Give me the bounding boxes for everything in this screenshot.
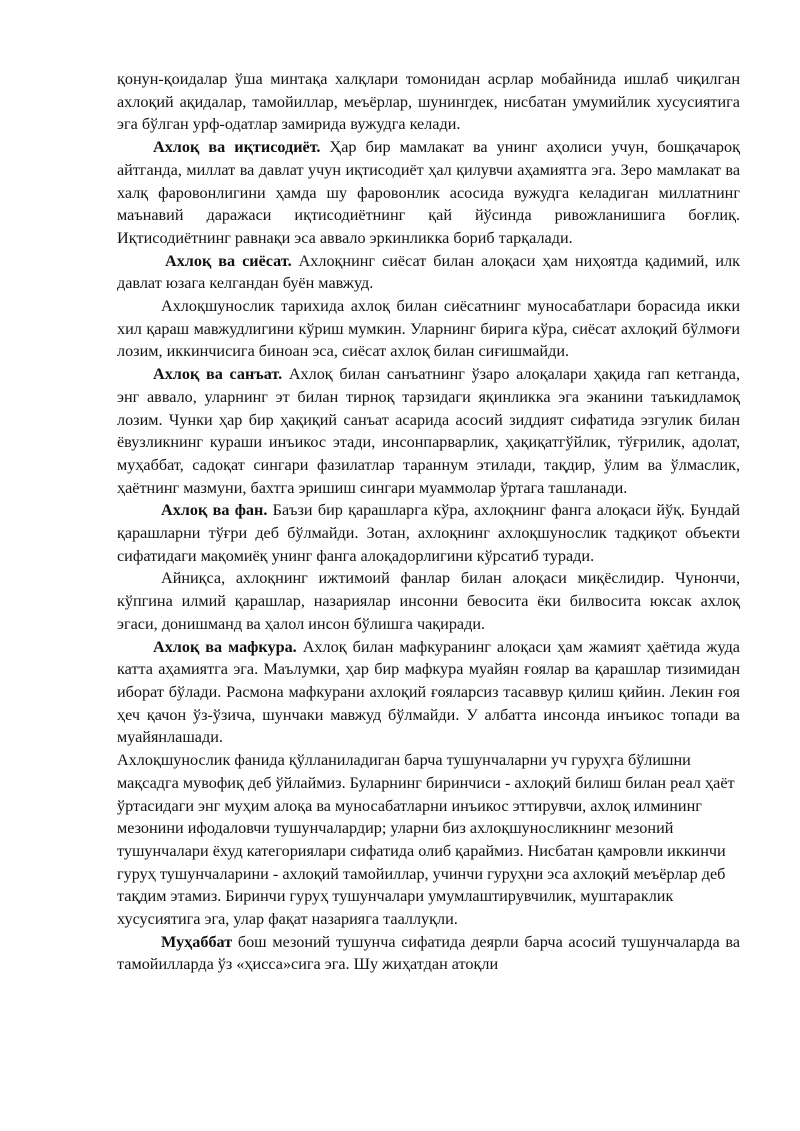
paragraph-text: бош мезоний тушунча сифатида деярли барча асосий тушунчаларда ва тамойилларда ўз «ҳисса»сига эга. Шу жиҳатдан атоқли [117, 932, 740, 974]
paragraph [117, 136, 740, 250]
paragraph-text: Айниқса, ахлоқнинг ижтимоий фанлар билан алоқаси миқёслидир. Чунончи, кўпгина илмий қарашлар, назариялар инсонни бевосита ёки билвосита юксак ахлоқ эгаси, донишманд ва ҳалол инсон бўлишга чақиради. [117, 569, 740, 633]
paragraph-text: Ахлоқшунослик фанида қўлланиладиган барча тушунчаларни уч гуруҳга бўлишни мақсадга мувофиқ деб ўйлаймиз. Буларнинг биринчиси - ахлоқий билиш билан реал ҳаёт ўртасидаги энг муҳим алоқа ва муносабатларни инъикос эттирувчи, ахлоқ илмининг мезонини ифодаловчи тушунчалардир; уларни биз ахлоқшуносликнинг мезоний тушунчалари ёхуд категориялари сифатида олиб қараймиз. Нисбатан қамровли иккинчи гуруҳ тушунчаларини - ахлоқий тамойиллар, учинчи гуруҳни эса ахлоқий меъёрлар деб тақдим этамиз. Биринчи гуруҳ тушунчалари умумлаштирувчилик, муштараклик хусусиятига эга, улар фақат назарияга тааллуқли. [117, 751, 735, 929]
paragraph [117, 499, 740, 567]
paragraph [117, 931, 740, 976]
paragraph [117, 636, 740, 750]
paragraph-text: Ҳар бир мамлакат ва унинг аҳолиси учун, бошқачароқ айтганда, миллат ва давлат учун иқтисодиёт ҳал қилувчи аҳамиятга эга. Зеро мамлакат ва халқ фаровонлигини ҳамда шу фаровонлик асосида вужудга келадиган миллатнинг маънавий даражаси иқтисодиётнинг қай йўсинда ривожланишига боғлиқ. Иқтисодиётнинг равнақи эса аввало эркинликка бориб тарқалади. [117, 138, 740, 247]
section-heading-love: Муҳаббат [161, 932, 233, 951]
section-heading-politics: Ахлоқ ва сиёсат. [165, 251, 292, 270]
section-heading-economy: Ахлоқ ва иқтисодиёт. [153, 138, 321, 157]
paragraph [117, 295, 740, 363]
section-heading-art: Ахлоқ ва санъат. [153, 365, 283, 384]
paragraph-text: Ахлоқ билан мафкуранинг алоқаси ҳам жамият ҳаётида жуда катта аҳамиятга эга. Маълумки, ҳар бир мафкура муайян ғоялар ва қарашлар тизимидан иборат бўлади. Расмона мафкурани ахлоқий ғояларсиз тасаввур қилиш қийин. Лекин ғоя ҳеч қачон ўз-ўзича, шунчаки мавжуд бўлмайди. У албатта инсонда инъикос топади ва муайянлашади. [117, 637, 740, 747]
paragraph [117, 250, 740, 295]
paragraph-text: Ахлоқ билан санъатнинг ўзаро алоқалари ҳақида гап кетганда, энг аввало, уларнинг эт билан тирноқ тарзидаги яқинликка эга эканини таъкидламоқ лозим. Чунки ҳар бир ҳақиқий санъат асарида асосий зиддият сифатида эзгулик билан ёвузликнинг кураши инъикос этади, инсонпарварлик, ҳақиқатгўйлик, тўғрилик, адолат, муҳаббат, садоқат сингари фазилатлар тараннум этилади, тақдир, ўлим ва ўлмаслик, ҳаётнинг мазмуни, бахтга эришиш сингари муаммолар ўртага ташланади. [117, 365, 740, 497]
paragraph-text: Ахлоқшунослик тарихида ахлоқ билан сиёсатнинг муносабатлари борасида икки хил қараш мавжудлигини кўриш мумкин. Уларнинг бирига кўра, сиёсат ахлоқий бўлмоғи лозим, иккинчисига биноан эса, сиёсат ахлоқ билан сиғишмайди. [117, 297, 740, 361]
section-heading-ideology: Ахлоқ ва мафкура. [153, 637, 297, 656]
paragraph [117, 68, 740, 136]
paragraph [117, 363, 740, 499]
paragraph [117, 567, 740, 635]
document-page [117, 68, 740, 976]
paragraph [117, 749, 740, 931]
section-heading-science: Ахлоқ ва фан. [161, 501, 268, 520]
paragraph-text: Баъзи бир қарашларга кўра, ахлоқнинг фанга алоқаси йўқ. Бундай қарашларни тўғри деб бўлмайди. Зотан, ахлоқнинг ахлоқшунослик тадқиқот объекти сифатидаги мақомиёқ унинг фанга алоқадорлигини кўрсатиб туради. [117, 501, 741, 565]
paragraph-text: қонун-қоидалар ўша минтақа халқлари томонидан асрлар мобайнида ишлаб чиқилган ахлоқий ақидалар, тамойиллар, меъёрлар, шунингдек, нисбатан умумийлик хусусиятига эга бўлган урф-одатлар замирида вужудга келади. [117, 70, 740, 134]
paragraph-text: Ахлоқнинг сиёсат билан алоқаси ҳам ниҳоятда қадимий, илк давлат юзага келгандан буён мавжуд. [117, 251, 741, 293]
